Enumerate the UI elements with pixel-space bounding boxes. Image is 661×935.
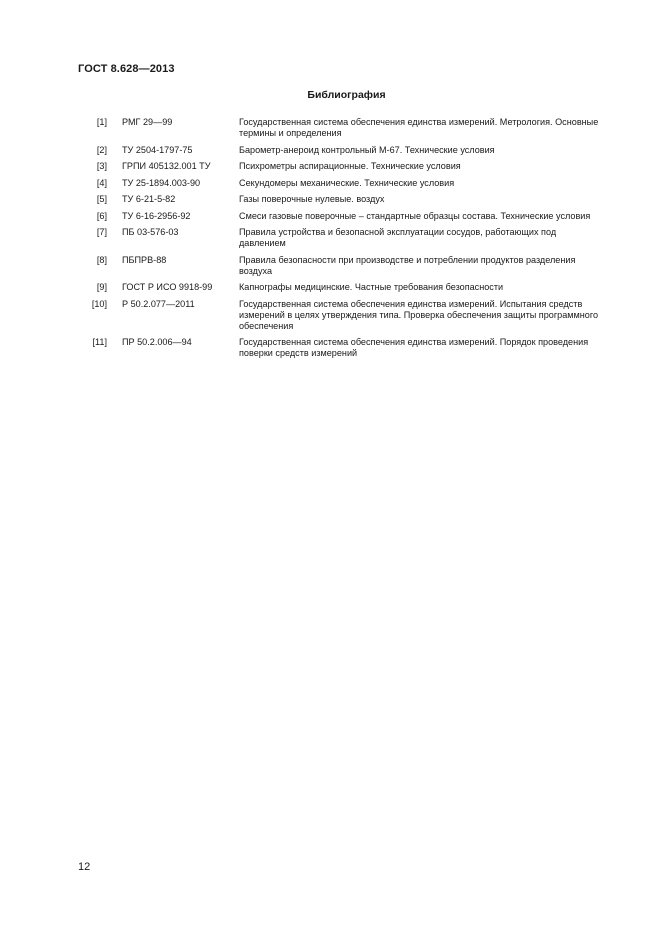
entry-number: [4] bbox=[96, 177, 107, 188]
entry-number: [9] bbox=[96, 282, 107, 292]
page-number: 12 bbox=[78, 861, 91, 873]
document-code: ГОСТ 8.628—2013 bbox=[78, 63, 175, 75]
entry-code: ПР 50.2.006—94 bbox=[122, 337, 192, 347]
bibliography-entry bbox=[84, 117, 614, 139]
entry-number: [11] bbox=[92, 337, 107, 347]
entry-code: Р 50.2.077—2011 bbox=[122, 298, 195, 309]
bibliography-entry bbox=[84, 161, 614, 172]
entry-number: [1] bbox=[96, 117, 107, 127]
bibliography-entry bbox=[84, 178, 614, 189]
bibliography-entry bbox=[84, 145, 614, 156]
bibliography-entry bbox=[84, 282, 614, 293]
entry-code: ТУ 6-16-2956-92 bbox=[122, 210, 191, 221]
bibliography-entry bbox=[84, 211, 614, 222]
entry-description: Газы поверочные нулевые. воздух bbox=[239, 194, 385, 204]
entry-code: РМГ 29—99 bbox=[122, 117, 173, 127]
entry-description: Капнографы медицинские. Частные требования безопасности bbox=[239, 282, 504, 292]
entry-number: [7] bbox=[96, 227, 107, 237]
entry-number: [10] bbox=[91, 298, 107, 309]
entry-description: Барометр-анероид контрольный М-67. Технические условия bbox=[239, 144, 495, 155]
entry-code: ГОСТ Р ИСО 9918-99 bbox=[122, 282, 213, 292]
entry-code: ТУ 6-21-5-82 bbox=[122, 194, 176, 204]
entry-description: Правила устройства и безопасной эксплуатации сосудов, работающих под давлением bbox=[239, 227, 557, 248]
entry-description: Секундомеры механические. Технические условия bbox=[239, 177, 455, 188]
entry-code: ПБ 03-576-03 bbox=[122, 227, 179, 237]
entry-description: Психрометры аспирационные. Технические условия bbox=[239, 161, 461, 171]
entry-description: Государственная система обеспечения единства измерений. Порядок проведения поверки средств измерений bbox=[239, 337, 589, 358]
bibliography-entry bbox=[84, 227, 614, 249]
entry-number: [8] bbox=[96, 254, 107, 265]
entry-code: ТУ 2504-1797-75 bbox=[122, 144, 193, 155]
bibliography-entry bbox=[84, 299, 614, 332]
bibliography-title: Библиография bbox=[307, 89, 386, 101]
entry-description: Правила безопасности при производстве и потреблении продуктов разделения воздуха bbox=[239, 254, 576, 276]
entry-number: [3] bbox=[96, 161, 107, 171]
bibliography-entry bbox=[84, 194, 614, 205]
entry-number: [2] bbox=[96, 144, 107, 155]
entry-code: ГРПИ 405132.001 ТУ bbox=[122, 161, 211, 171]
bibliography-list bbox=[84, 117, 614, 365]
entry-description: Смеси газовые поверочные – стандартные образцы состава. Технические условия bbox=[239, 210, 591, 221]
entry-description: Государственная система обеспечения единства измерений. Испытания средств измерений в целях утверждения типа. Проверка обеспечения защиты программного обеспечения bbox=[239, 298, 599, 331]
bibliography-entry bbox=[84, 337, 614, 359]
entry-code: ТУ 25-1894.003-90 bbox=[122, 177, 201, 188]
bibliography-entry bbox=[84, 255, 614, 277]
entry-number: [6] bbox=[96, 210, 107, 221]
entry-code: ПБПРВ-88 bbox=[122, 254, 167, 265]
entry-description: Государственная система обеспечения единства измерений. Метрология. Основные термины и определения bbox=[239, 117, 599, 138]
entry-number: [5] bbox=[96, 194, 107, 204]
